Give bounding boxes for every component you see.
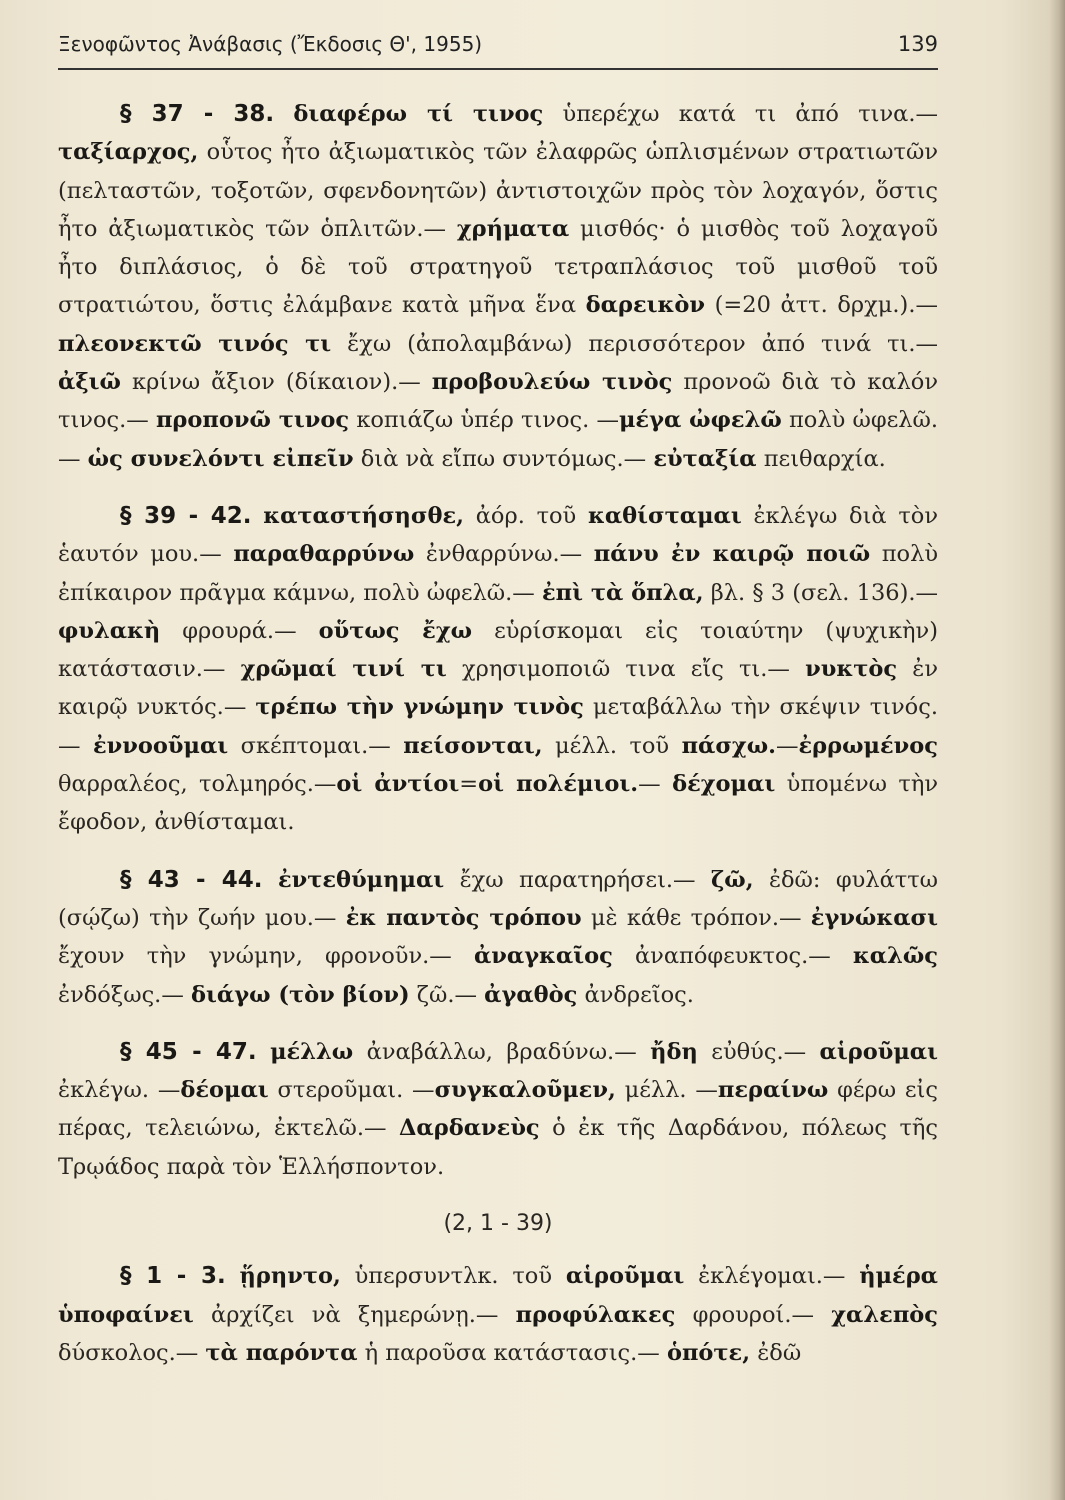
commentary-paragraph <box>58 1257 938 1372</box>
running-header-title: Ξενοφῶντος Ἀνάβασις (Ἔκδοσις Θ', 1955) <box>58 32 483 56</box>
glossary-definition: ἐν καιρῷ νυκτός.— <box>58 656 938 721</box>
glossary-definition: — <box>776 732 799 759</box>
commentary-paragraph <box>58 497 938 842</box>
glossary-term: ἐννοοῦμαι <box>92 732 229 759</box>
glossary-term: πείσονται, <box>403 732 543 759</box>
glossary-term: προβουλεύω τινὸς <box>431 369 673 396</box>
glossary-definition: ἀναβάλλω, βραδύνω.— <box>353 1038 651 1065</box>
glossary-term: συγκαλοῦμεν, <box>434 1077 616 1104</box>
glossary-definition: οὗτος ἦτο ἀξιωματικὸς τῶν ἐλαφρῶς ὡπλισμένων στρατιωτῶν (πελταστῶν, τοξοτῶν, σφενδονητῶν) ἀντιστοιχῶν πρὸς τὸν λοχαγόν, ὅστις ἦτο ἀξιωματικὸς τῶν ὁπλιτῶν.— <box>58 139 938 242</box>
glossary-definition: ἐκλέγω. — <box>58 1077 181 1104</box>
glossary-definition: ἐκλέγω διὰ τὸν ἑαυτόν μου.— <box>58 502 938 568</box>
section-reference: § 1 - 3. <box>120 1263 226 1290</box>
glossary-term: ἀναγκαῖος <box>473 943 613 970</box>
glossary-term: ἤδη <box>650 1038 698 1065</box>
glossary-term: δέομαι <box>180 1077 269 1104</box>
glossary-definition <box>252 503 264 529</box>
commentary-paragraphs-next-section <box>58 1257 938 1372</box>
glossary-term: φυλακὴ <box>58 617 161 644</box>
glossary-definition: φρουροί.— <box>675 1301 832 1328</box>
glossary-definition: ἀναπόφευκτος.— <box>612 943 853 970</box>
glossary-term: ἐντεθύμημαι <box>277 866 445 893</box>
glossary-definition: προνοῶ διὰ τὸ καλόν τινος.— <box>58 369 938 434</box>
section-reference: § 37 - 38. <box>120 101 275 127</box>
glossary-term: πλεονεκτῶ τινός τι <box>58 330 332 357</box>
glossary-definition: εὑρίσκομαι εἰς τοιαύτην (ψυχικὴν) κατάστασιν.— <box>58 617 938 683</box>
glossary-definition: ἐδῶ <box>750 1339 802 1366</box>
glossary-definition: ζῶ.— <box>409 981 485 1008</box>
glossary-definition: μισθός· ὁ μισθὸς τοῦ λοχαγοῦ ἦτο διπλάσιος, ὁ δὲ τοῦ στρατηγοῦ τετραπλάσιος τοῦ μισθοῦ τοῦ στρατιώτου, ὅστις ἐλάμβανε κατὰ μῆνα ἕνα <box>58 215 938 319</box>
glossary-term: δέχομαι <box>672 771 776 798</box>
glossary-definition: δύσκολος.— <box>58 1339 206 1366</box>
glossary-definition: (=20 ἀττ. δρχμ.).— <box>705 292 938 319</box>
section-marker: (2, 1 - 39) <box>443 1211 553 1237</box>
glossary-definition: στεροῦμαι. — <box>268 1077 435 1104</box>
glossary-term: νυκτὸς <box>805 656 898 683</box>
section-reference: § 39 - 42. <box>120 502 252 529</box>
glossary-term: καλῶς <box>852 943 938 970</box>
glossary-term: οἱ ἀντίοι <box>336 771 460 798</box>
glossary-definition: θαρραλέος, τολμηρός.— <box>58 771 337 798</box>
glossary-term: περαίνω <box>717 1077 829 1104</box>
glossary-definition: βλ. § 3 (σελ. 136).— <box>703 579 939 606</box>
glossary-definition: φρουρά.— <box>160 617 319 644</box>
glossary-definition: ὑπομένω τὴν ἔφοδον, ἀνθίσταμαι. <box>58 771 938 836</box>
glossary-definition: διὰ νὰ εἴπω συντόμως.— <box>353 445 654 472</box>
glossary-term: δαρεικὸν <box>585 292 706 319</box>
glossary-definition: ἐδῶ: φυλάττω (σῴζω) τὴν ζωήν μου.— <box>58 866 939 931</box>
commentary-paragraph <box>58 95 938 478</box>
glossary-definition: εὐθύς.— <box>697 1038 820 1065</box>
glossary-definition: κοπιάζω ὑπέρ τινος. — <box>349 407 619 434</box>
glossary-definition: πολὺ ὠφελῶ.— <box>58 407 938 472</box>
glossary-definition: ὑπερέχω κατά τι ἀπό τινα.— <box>543 101 938 127</box>
glossary-term: αἱροῦμαι <box>565 1263 685 1290</box>
glossary-definition <box>257 1039 270 1065</box>
commentary-paragraph <box>58 1033 938 1186</box>
glossary-term: ἐκ παντὸς τρόπου <box>345 904 582 931</box>
glossary-definition <box>263 867 278 893</box>
glossary-term: προφύλακες <box>515 1301 676 1328</box>
glossary-term: πάσχω. <box>681 732 776 759</box>
glossary-term: καθίσταμαι <box>587 502 742 529</box>
glossary-definition: ἔχω (ἀπολαμβάνω) περισσότερον ἀπό τινά τι.— <box>331 330 938 357</box>
page-number: 139 <box>897 32 938 56</box>
glossary-term: αἱροῦμαι <box>819 1038 938 1065</box>
glossary-term: ᾕρηντο, <box>239 1263 341 1290</box>
glossary-definition: πολὺ ἐπίκαιρον πρᾶγμα κάμνω, πολὺ ὠφελῶ.— <box>58 541 939 606</box>
glossary-term: καταστήσησθε, <box>263 502 465 529</box>
glossary-term: ἐπὶ τὰ ὅπλα, <box>541 579 704 606</box>
glossary-term: τρέπω τὴν γνώμην τινὸς <box>255 694 584 721</box>
glossary-term: ἀγαθὸς <box>484 981 578 1008</box>
glossary-term: μέγα ὠφελῶ <box>618 407 782 434</box>
glossary-term: ὡς συνελόντι εἰπεῖν <box>87 445 354 472</box>
glossary-term: Δαρδανεὺς <box>398 1115 540 1142</box>
glossary-definition: ἔχω παρατηρήσει.— <box>444 866 711 893</box>
glossary-term: οἱ πολέμιοι. <box>478 771 639 798</box>
glossary-definition: ἀρχίζει νὰ ξημερώνῃ.— <box>193 1301 516 1328</box>
glossary-term: εὐταξία <box>653 445 757 472</box>
section-reference: § 43 - 44. <box>120 866 263 893</box>
glossary-definition <box>226 1263 240 1289</box>
glossary-term: χρήματα <box>456 215 570 242</box>
glossary-definition: ὁ ἐκ τῆς Δαρδάνου, πόλεως τῆς Τρῳάδος παρὰ τὸν Ἑλλήσποντον. <box>58 1115 938 1180</box>
header-rule <box>58 68 938 70</box>
glossary-term: διάγω (τὸν βίον) <box>191 981 410 1008</box>
glossary-term: οὕτως ἔχω <box>318 617 473 644</box>
glossary-definition: πειθαρχία. <box>756 445 886 472</box>
glossary-term: ἡμέρα ὑποφαίνει <box>58 1263 939 1328</box>
glossary-definition: κρίνω ἄξιον (δίκαιον).— <box>120 369 432 396</box>
commentary-paragraphs <box>58 95 938 1186</box>
glossary-definition: μέλλ. — <box>615 1077 718 1104</box>
glossary-definition: ἐκλέγομαι.— <box>684 1263 860 1290</box>
page-binding-shadow <box>1049 0 1065 1500</box>
glossary-definition: μὲ κάθε τρόπον.— <box>581 904 811 931</box>
glossary-term: ζῶ, <box>710 866 754 893</box>
glossary-definition: ὑπερσυντλκ. τοῦ <box>340 1263 566 1290</box>
glossary-term: παραθαρρύνω <box>233 541 415 568</box>
glossary-term: διαφέρω τί τινος <box>293 101 544 127</box>
glossary-definition: μέλλ. τοῦ <box>542 732 682 759</box>
glossary-definition <box>274 101 293 127</box>
glossary-term: ἀξιῶ <box>58 369 121 396</box>
glossary-definition: ἐνδόξως.— <box>58 981 191 1008</box>
glossary-term: μέλλω <box>270 1038 354 1065</box>
glossary-term: ταξίαρχος, <box>58 139 199 166</box>
commentary-body <box>58 95 938 1372</box>
running-header <box>58 30 938 64</box>
glossary-definition: ἀόρ. τοῦ <box>464 502 588 529</box>
commentary-paragraph <box>58 861 938 1014</box>
glossary-definition: ἀνδρεῖος. <box>577 981 694 1008</box>
glossary-term: τὰ παρόντα <box>205 1339 358 1366</box>
glossary-definition: σκέπτομαι.— <box>228 732 404 759</box>
glossary-term: χαλεπὸς <box>831 1301 938 1328</box>
section-reference: § 45 - 47. <box>120 1038 257 1065</box>
glossary-definition: — <box>638 771 673 798</box>
glossary-term: προπονῶ τινος <box>155 407 350 434</box>
glossary-term: πάνυ ἐν καιρῷ ποιῶ <box>593 541 871 568</box>
glossary-term: ὁπότε, <box>666 1339 751 1366</box>
glossary-term: ἐγνώκασι <box>810 904 939 931</box>
glossary-definition: φέρω εἰς πέρας, τελειώνω, ἐκτελῶ.— <box>58 1077 938 1142</box>
glossary-definition: = <box>459 771 479 798</box>
glossary-definition: μεταβάλλω τὴν σκέψιν τινός.— <box>58 694 938 759</box>
glossary-term: ἐρρωμένος <box>798 732 938 759</box>
glossary-definition: χρησιμοποιῶ τινα εἴς τι.— <box>446 656 806 683</box>
glossary-definition: ἔχουν τὴν γνώμην, φρονοῦν.— <box>58 943 474 970</box>
glossary-definition: ἡ παροῦσα κατάστασις.— <box>357 1339 667 1366</box>
glossary-definition: ἐνθαρρύνω.— <box>414 541 594 568</box>
glossary-term: χρῶμαί τινί τι <box>240 656 447 683</box>
